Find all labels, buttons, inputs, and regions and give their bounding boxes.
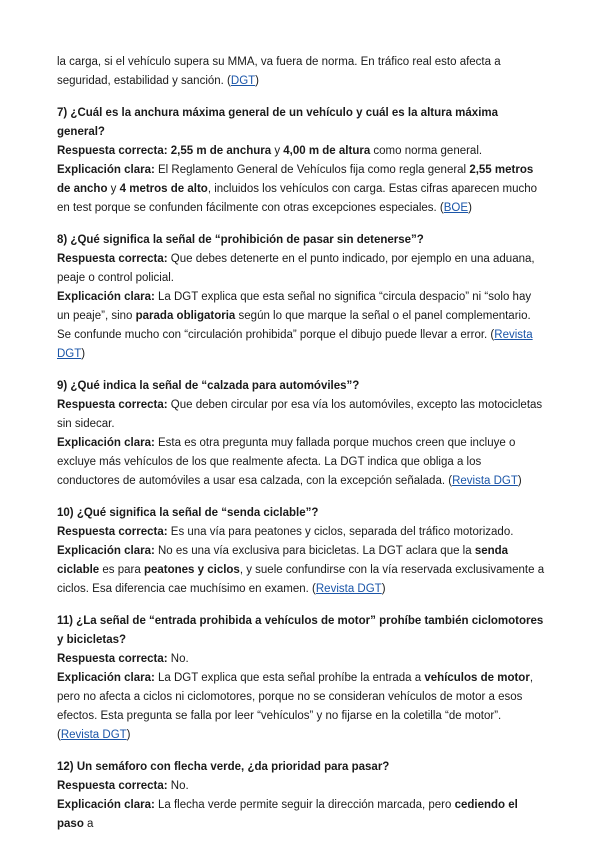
boe-link[interactable]: BOE bbox=[443, 202, 469, 214]
answer-line: Respuesta correcta: Es una vía para peatones y ciclos, separada del tráfico motorizado. bbox=[57, 526, 514, 538]
document-body bbox=[57, 53, 545, 834]
question-10 bbox=[57, 504, 545, 599]
question-heading: 12) Un semáforo con flecha verde, ¿da prioridad para pasar? bbox=[57, 761, 390, 773]
answer-line: Respuesta correcta: No. bbox=[57, 653, 189, 665]
question-7 bbox=[57, 104, 545, 218]
explanation-paragraph: Explicación clara: El Reglamento General de Vehículos fija como regla general 2,55 metros de ancho y 4 metros de alto, incluidos los vehículos con carga. Estas cifras aparecen mucho en test porque se confunden fácilmente con otras excepciones especiales. (BOE) bbox=[57, 164, 538, 214]
question-heading: 11) ¿La señal de “entrada prohibida a vehículos de motor” prohíbe también ciclomotores y bicicletas? bbox=[57, 615, 544, 646]
explanation-paragraph: Explicación clara: No es una vía exclusiva para bicicletas. La DGT aclara que la senda ciclable es para peatones y ciclos, y suele confundirse con la vía reservada exclusivamente a ciclos. Esa diferencia cae muchísimo en examen. (Revista DGT) bbox=[57, 545, 545, 595]
explanation-paragraph: Explicación clara: La DGT explica que esta señal no significa “circula despacio” ni “solo hay un peaje”, sino parada obligatoria según lo que marque la señal o el panel complementario. Se confunde mucho con “circulación prohibida” porque el dibujo puede llevar a error. (Revista DGT) bbox=[57, 291, 533, 360]
revista-dgt-link[interactable]: Revista DGT bbox=[60, 729, 127, 741]
question-heading: 7) ¿Cuál es la anchura máxima general de un vehículo y cuál es la altura máxima general? bbox=[57, 107, 499, 138]
question-8 bbox=[57, 231, 545, 364]
revista-dgt-link[interactable]: Revista DGT bbox=[452, 475, 518, 487]
intro-paragraph: la carga, si el vehículo supera su MMA, va fuera de norma. En tráfico real esto afecta a seguridad, estabilidad y sanción. (DGT) bbox=[57, 56, 501, 87]
revista-dgt-link[interactable]: Revista DGT bbox=[57, 329, 533, 360]
answer-line: Respuesta correcta: Que debes detenerte en el punto indicado, por ejemplo en una aduana, peaje o control policial. bbox=[57, 253, 535, 284]
question-11 bbox=[57, 612, 545, 745]
question-heading: 10) ¿Qué significa la señal de “senda ciclable”? bbox=[57, 507, 319, 519]
answer-line: Respuesta correcta: Que deben circular por esa vía los automóviles, excepto las motocicletas sin sidecar. bbox=[57, 399, 543, 430]
question-heading: 8) ¿Qué significa la señal de “prohibición de pasar sin detenerse”? bbox=[57, 234, 424, 246]
answer-line: Respuesta correcta: 2,55 m de anchura y 4,00 m de altura como norma general. bbox=[57, 145, 483, 157]
dgt-link[interactable]: DGT bbox=[230, 75, 256, 87]
question-9 bbox=[57, 377, 545, 491]
question-heading: 9) ¿Qué indica la señal de “calzada para automóviles”? bbox=[57, 380, 360, 392]
question-12 bbox=[57, 758, 545, 834]
explanation-paragraph: Explicación clara: Esta es otra pregunta muy fallada porque muchos creen que incluye o excluye más vehículos de los que realmente afecta. La DGT indica que obliga a los conductores de automóviles a usar esa calzada, con la excepción señalada. (Revista DGT) bbox=[57, 437, 522, 487]
revista-dgt-link[interactable]: Revista DGT bbox=[315, 583, 382, 595]
answer-line: Respuesta correcta: No. bbox=[57, 780, 189, 792]
explanation-paragraph: Explicación clara: La DGT explica que esta señal prohíbe la entrada a vehículos de motor, pero no afecta a ciclos ni ciclomotores, porque no se consideran vehículos de motor a esos efectos. Esta pregunta se falla por leer “vehículos” y no fijarse en la coletilla “de motor”. (Revista DGT) bbox=[57, 672, 534, 741]
explanation-paragraph: Explicación clara: La flecha verde permite seguir la dirección marcada, pero cediendo el paso a bbox=[57, 799, 518, 830]
